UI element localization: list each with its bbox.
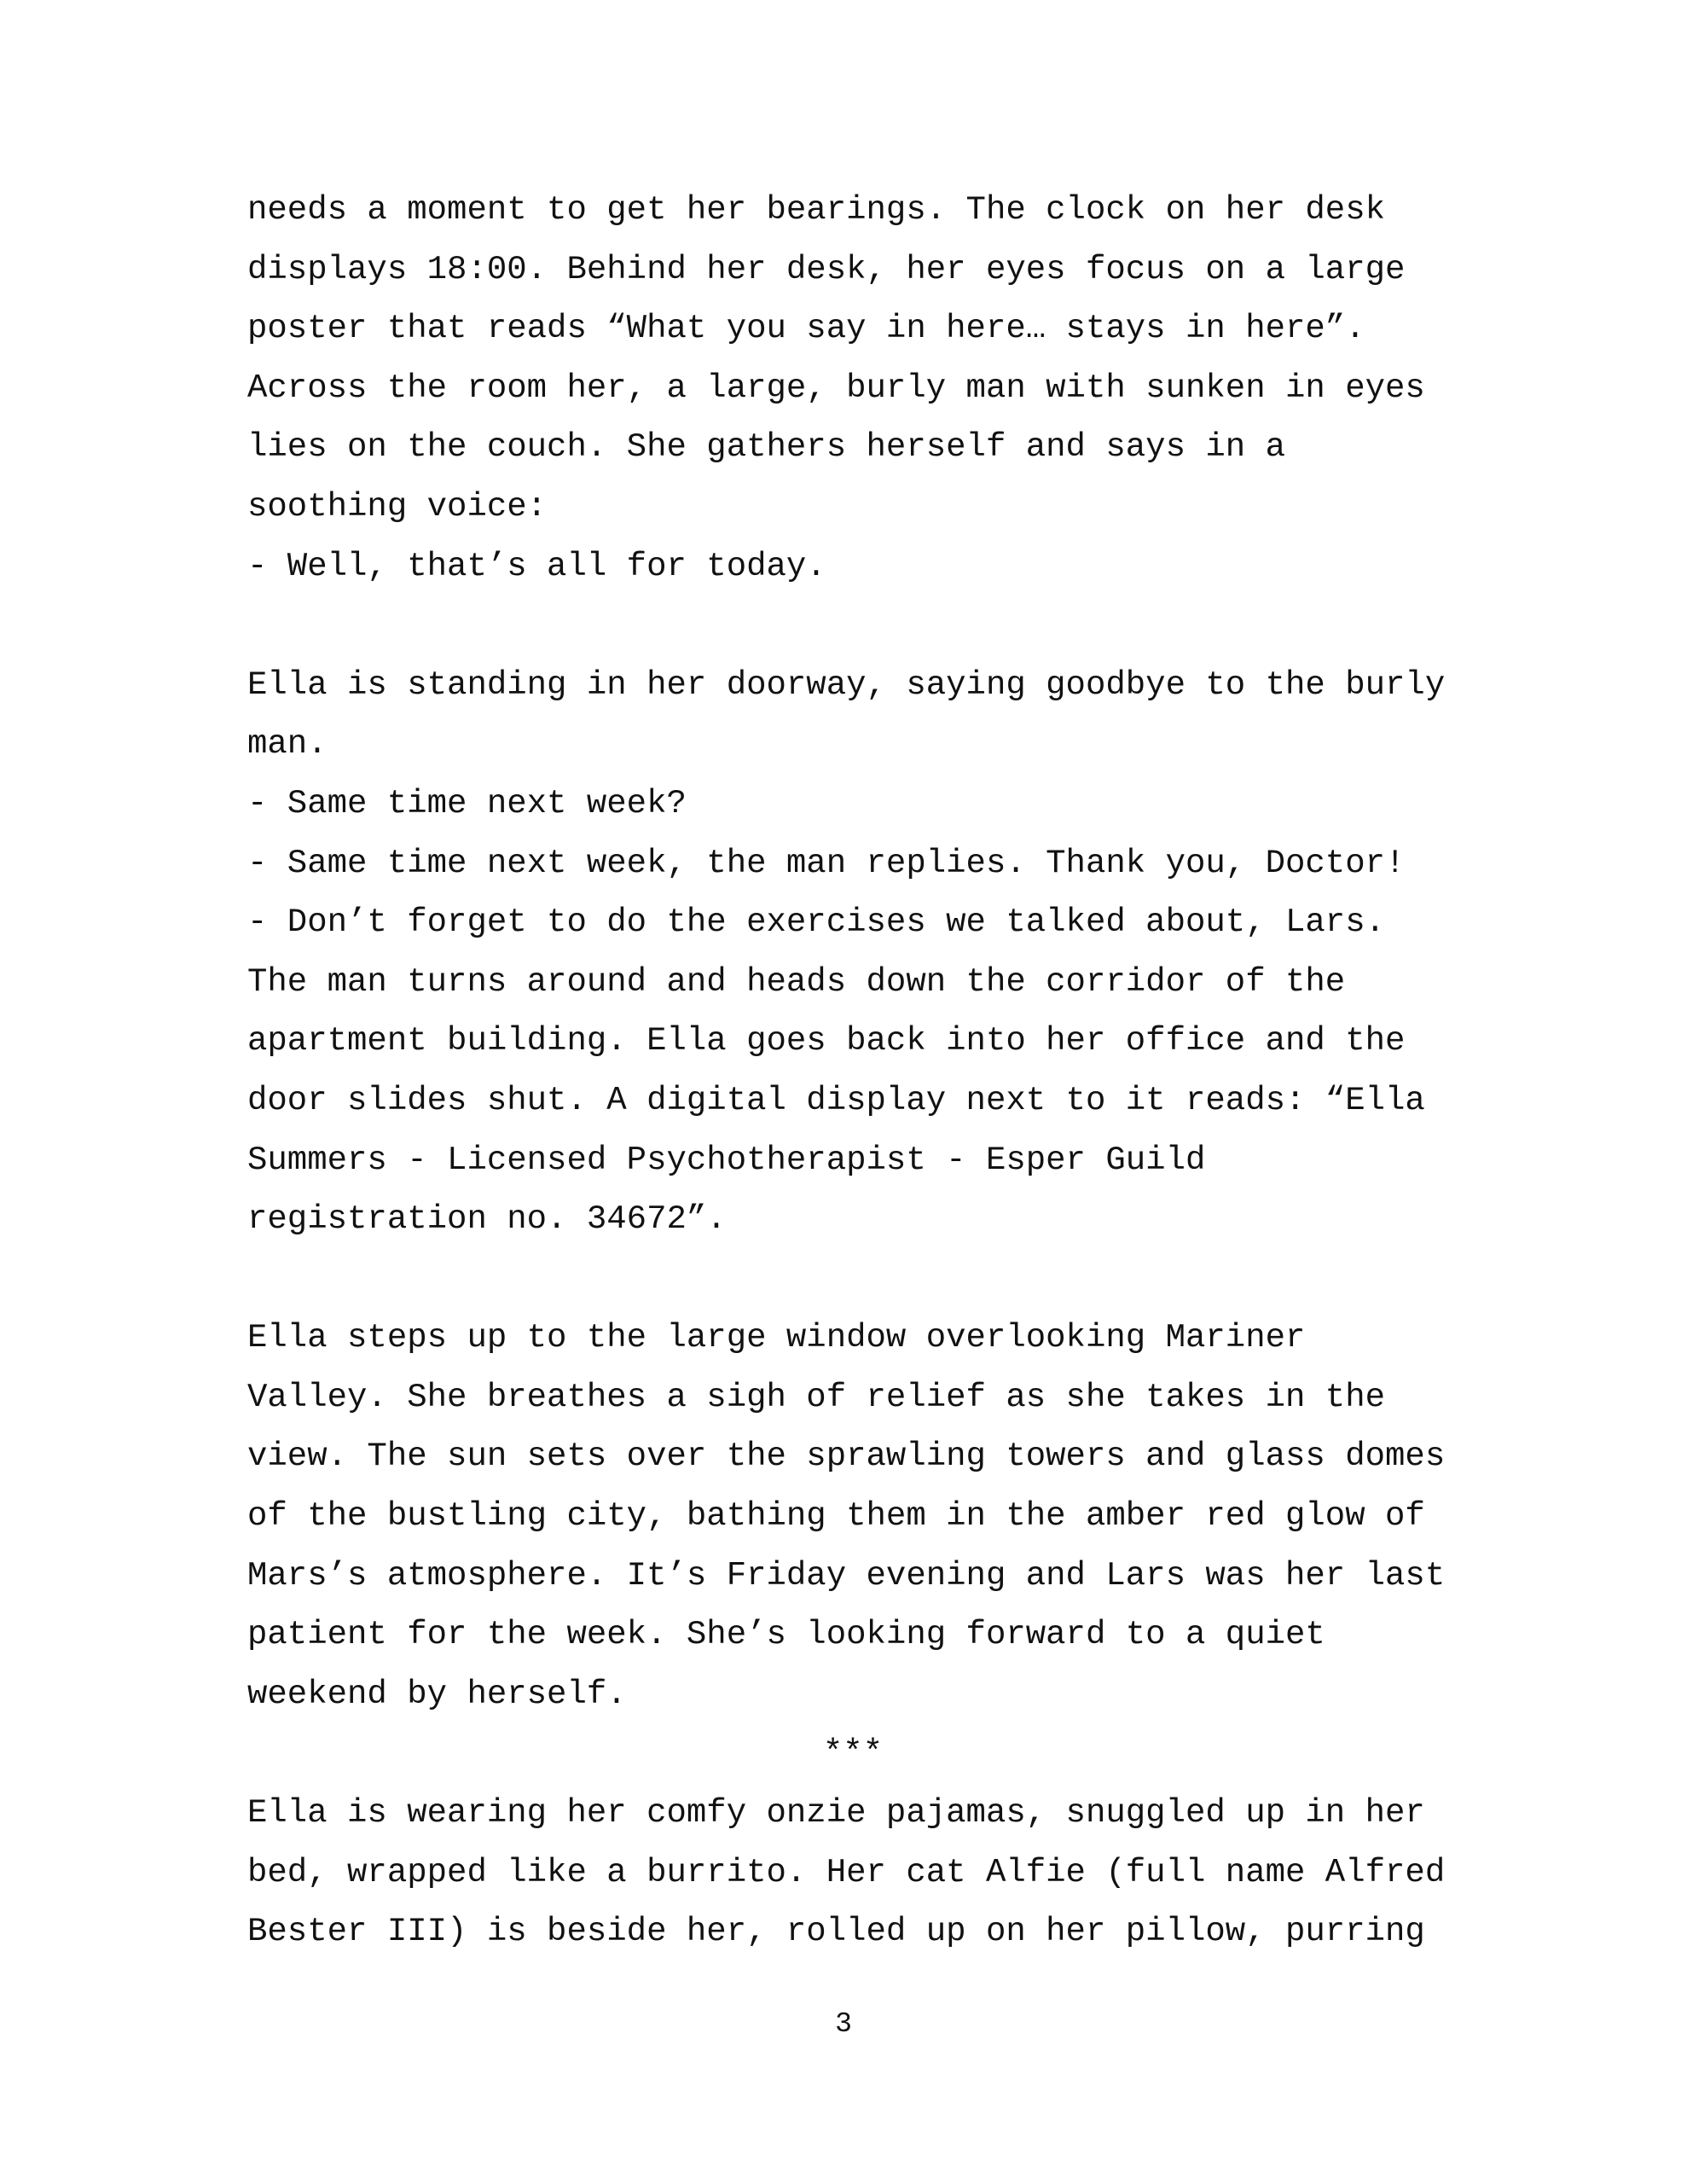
paragraph-4 bbox=[247, 1784, 1458, 1962]
text-line: - Well, that’s all for today. bbox=[247, 547, 826, 585]
text-line: weekend by herself. bbox=[247, 1675, 627, 1713]
paragraph-2 bbox=[247, 656, 1458, 1250]
text-line: Ella is standing in her doorway, saying goodbye to the burly bbox=[247, 665, 1446, 704]
text-line: patient for the week. She’s looking forward to a quiet bbox=[247, 1616, 1325, 1654]
text-line: poster that reads “What you say in here… stays in here”. bbox=[247, 310, 1365, 348]
manuscript-body bbox=[247, 181, 1458, 1962]
text-line: registration no. 34672”. bbox=[247, 1200, 727, 1239]
text-line: The man turns around and heads down the corridor of the bbox=[247, 962, 1346, 1001]
text-line: Ella is wearing her comfy onzie pajamas, snuggled up in her bbox=[247, 1794, 1425, 1833]
text-line: needs a moment to get her bearings. The clock on her desk bbox=[247, 191, 1386, 229]
text-line: Mars’s atmosphere. It’s Friday evening and Lars was her last bbox=[247, 1556, 1446, 1594]
text-line: lies on the couch. She gathers herself and says in a bbox=[247, 428, 1285, 467]
text-line: displays 18:00. Behind her desk, her eyes focus on a large bbox=[247, 250, 1406, 288]
text-line: soothing voice: bbox=[247, 487, 548, 526]
paragraph-3 bbox=[247, 1309, 1458, 1724]
paragraph-spacer bbox=[247, 596, 1458, 656]
scene-break: *** bbox=[822, 1734, 884, 1773]
text-line: Summers - Licensed Psychotherapist - Esper Guild bbox=[247, 1141, 1206, 1179]
text-line: man. bbox=[247, 725, 328, 764]
text-line: Across the room her, a large, burly man with sunken in eyes bbox=[247, 369, 1425, 407]
text-line: of the bustling city, bathing them in the amber red glow of bbox=[247, 1497, 1425, 1536]
paragraph-1 bbox=[247, 181, 1458, 596]
paragraph-spacer bbox=[247, 1250, 1458, 1310]
text-line: Bester III) is beside her, rolled up on her pillow, purring bbox=[247, 1913, 1425, 1951]
text-line: Valley. She breathes a sigh of relief as she takes in the bbox=[247, 1378, 1386, 1416]
text-line: - Don’t forget to do the exercises we talked about, Lars. bbox=[247, 903, 1386, 942]
text-line: view. The sun sets over the sprawling towers and glass domes bbox=[247, 1438, 1446, 1476]
text-line: - Same time next week? bbox=[247, 784, 687, 822]
text-line: door slides shut. A digital display next to it reads: “Ella bbox=[247, 1081, 1425, 1119]
text-line: - Same time next week, the man replies. Thank you, Doctor! bbox=[247, 844, 1406, 882]
page-number: 3 bbox=[835, 2008, 852, 2040]
text-line: bed, wrapped like a burrito. Her cat Alfie (full name Alfred bbox=[247, 1853, 1446, 1891]
text-line: Ella steps up to the large window overlooking Mariner bbox=[247, 1319, 1306, 1357]
text-line: apartment building. Ella goes back into her office and the bbox=[247, 1022, 1406, 1060]
